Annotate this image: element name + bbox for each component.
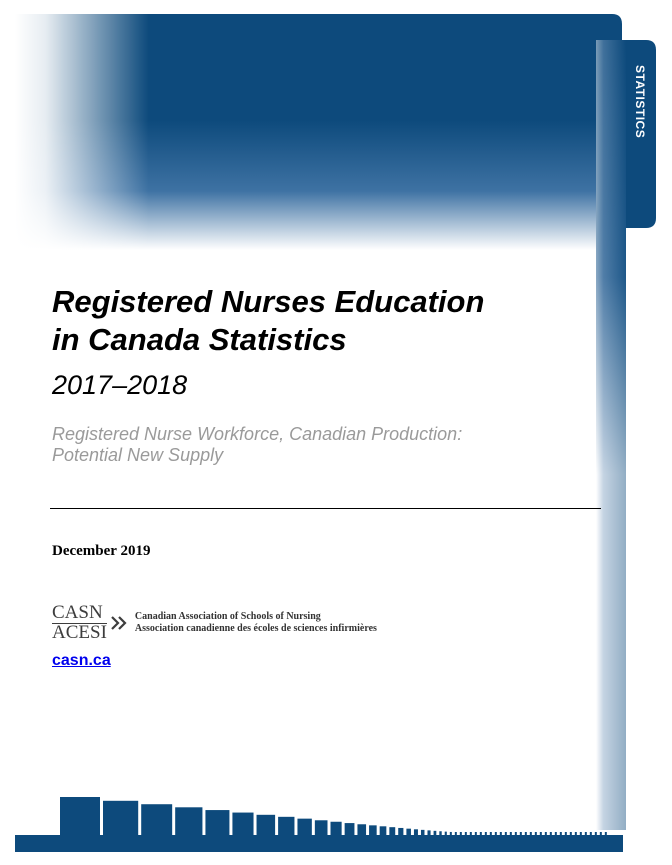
decorative-step-block: [175, 807, 202, 836]
double-chevron-icon: [111, 615, 129, 631]
decorative-step-block: [455, 832, 457, 836]
logo-wordmark: [52, 604, 107, 642]
decorative-step-block: [421, 830, 425, 836]
title-line-1: Registered Nurses Education: [52, 284, 485, 319]
decorative-step-block: [414, 829, 418, 836]
decorative-step-block: [345, 823, 355, 836]
logo-name-en: Canadian Association of Schools of Nursing: [134, 611, 321, 622]
decorative-step-block: [505, 832, 507, 836]
decorative-step-block: [565, 832, 567, 836]
decorative-step-block: [595, 832, 597, 836]
decorative-step-block: [515, 832, 517, 836]
decorative-step-block: [369, 825, 377, 836]
decorative-step-block: [398, 828, 403, 836]
decorative-step-block: [530, 832, 532, 836]
decorative-step-block: [389, 827, 395, 836]
logo-mark-bottom: ACESI: [52, 622, 107, 643]
divider-rule: [50, 508, 601, 509]
decorative-step-block: [520, 832, 522, 836]
decorative-step-block: [495, 832, 497, 836]
logo-org-names: [135, 611, 377, 635]
decorative-step-block: [500, 832, 502, 836]
decorative-step-block: [525, 832, 527, 836]
decorative-step-block: [510, 832, 512, 836]
casn-logo: [52, 602, 377, 644]
decorative-step-block: [585, 832, 587, 836]
decorative-step-block: [475, 832, 477, 836]
statistics-tab: [620, 65, 660, 165]
decorative-step-block: [570, 832, 572, 836]
decorative-step-block: [550, 832, 552, 836]
report-years: 2017–2018: [52, 370, 188, 400]
website-link[interactable]: casn.ca: [52, 652, 111, 669]
decorative-step-block: [535, 832, 537, 836]
decorative-step-block: [315, 820, 328, 836]
decorative-step-block: [485, 832, 487, 836]
publication-date: December 2019: [52, 543, 151, 559]
decorative-step-block: [580, 832, 582, 836]
decorative-step-block: [540, 832, 542, 836]
decorative-step-block: [141, 804, 172, 836]
logo-name-fr: Association canadienne des écoles de sciences infirmières: [134, 623, 377, 634]
decorative-step-block: [555, 832, 557, 836]
decorative-step-block: [232, 813, 253, 836]
decorative-step-block: [297, 819, 311, 836]
decorative-step-block: [600, 832, 602, 836]
decorative-step-block: [470, 832, 472, 836]
decorative-step-block: [357, 824, 366, 836]
decorative-step-block: [490, 832, 492, 836]
decorative-step-block: [60, 797, 100, 836]
decorative-step-block: [445, 832, 447, 836]
title-line-2: in Canada Statistics: [52, 322, 347, 357]
decorative-step-block: [406, 829, 411, 836]
decorative-step-block: [560, 832, 562, 836]
decorative-step-block: [480, 832, 482, 836]
decorative-step-block: [330, 822, 341, 836]
decorative-step-block: [434, 831, 437, 836]
decorative-step-block: [575, 832, 577, 836]
decorative-step-block: [103, 801, 138, 836]
decorative-step-block: [605, 832, 607, 836]
decorative-step-block: [439, 831, 441, 836]
logo-mark-top: CASN: [52, 604, 107, 624]
tab-label: STATISTICS: [633, 65, 647, 139]
decorative-step-block: [450, 832, 452, 836]
decorative-step-block: [257, 815, 276, 836]
decorative-step-block: [278, 817, 294, 836]
subtitle-line-1: Registered Nurse Workforce, Canadian Production:: [52, 424, 463, 444]
decorative-step-block: [590, 832, 592, 836]
subtitle-line-2: Potential New Supply: [52, 445, 224, 465]
decorative-step-block: [205, 810, 229, 836]
decorative-step-block: [460, 832, 462, 836]
decorative-step-block: [380, 826, 387, 836]
decorative-step-block: [427, 830, 430, 836]
report-subtitle: [52, 424, 462, 466]
decorative-step-block: [545, 832, 547, 836]
report-title: [52, 283, 484, 359]
decorative-step-block: [465, 832, 467, 836]
